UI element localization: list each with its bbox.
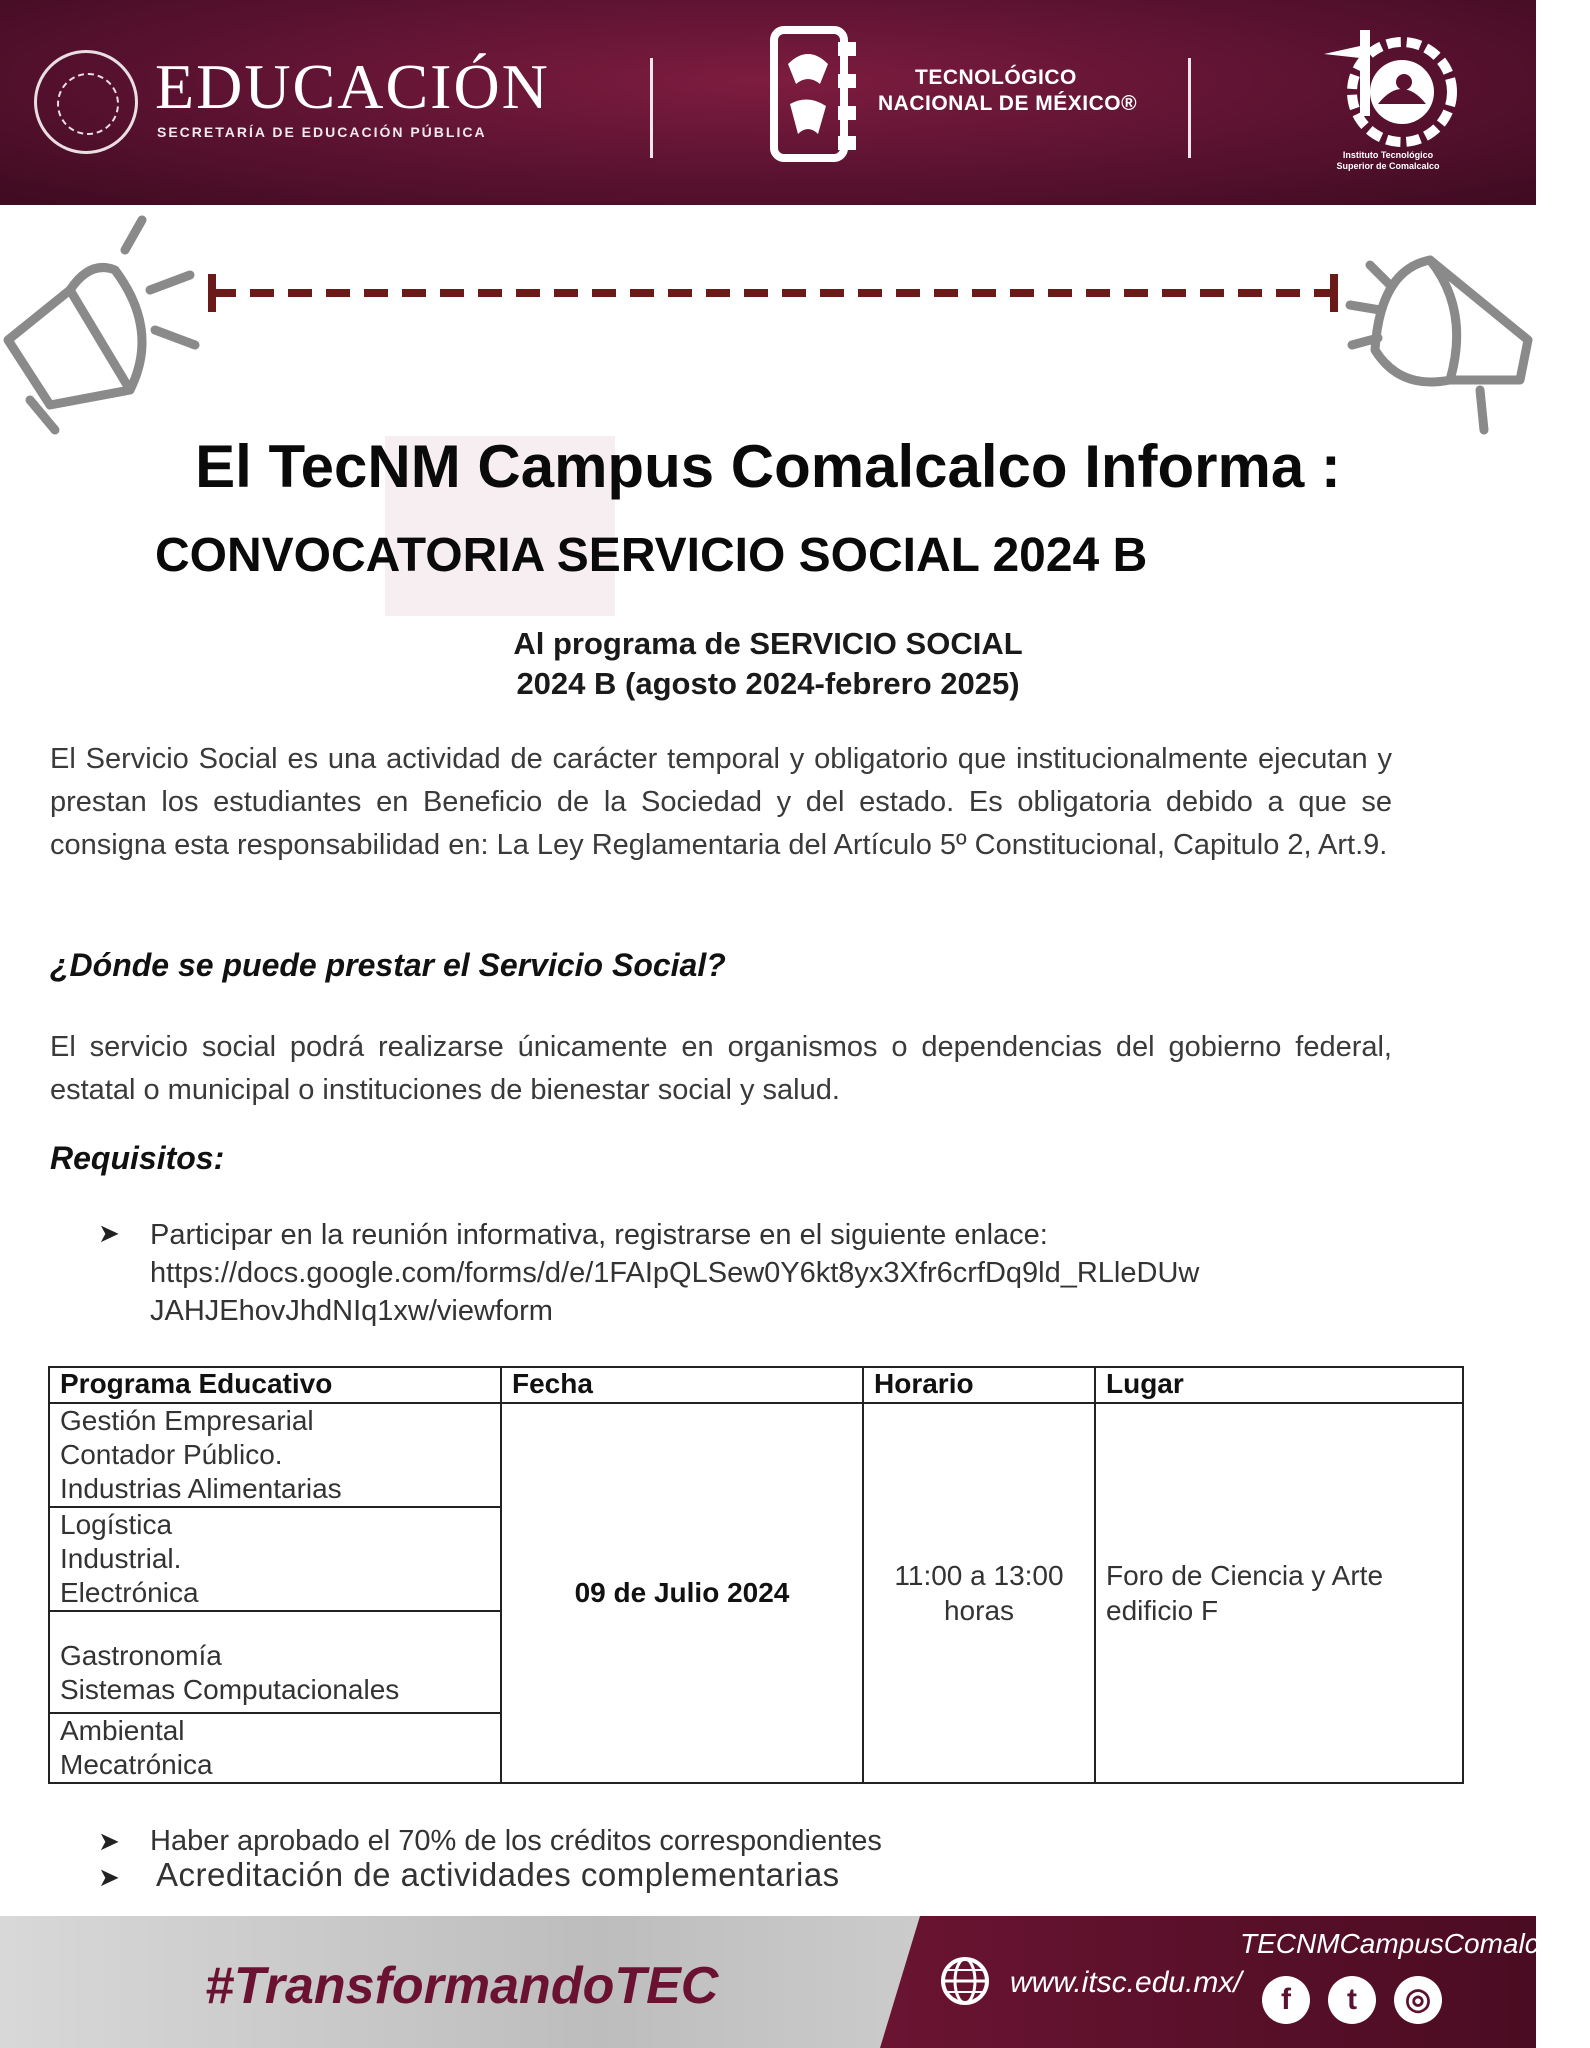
program-name: Gastronomía xyxy=(60,1640,222,1671)
website-link[interactable]: www.itsc.edu.mx/ xyxy=(1010,1966,1242,1999)
column-header-horario: Horario xyxy=(863,1367,1095,1403)
arrow-bullet-icon: ➤ xyxy=(98,1826,120,1856)
program-name: Logística xyxy=(60,1509,173,1540)
dashed-divider xyxy=(212,274,1334,312)
requirement-item-1-text: Participar en la reunión informativa, registrarse en el siguiente enlace: xyxy=(150,1219,1048,1251)
facebook-icon[interactable]: f xyxy=(1262,1976,1310,2024)
itsc-logo xyxy=(1320,24,1460,154)
meeting-place xyxy=(1095,1403,1463,1783)
meeting-date: 09 de Julio 2024 xyxy=(501,1403,863,1783)
megaphone-right-icon xyxy=(1350,260,1528,430)
intro-paragraph: El Servicio Social es una actividad de carácter temporal y obligatorio que institucionalmente ejecutan y prestan los estudiantes en Beneficio de la Sociedad y del estado. Es obligatoria debido a que se consigna esta responsabilidad en: La Ley Reglamentaria del Artículo 5º Constitucional, Capitulo 2, Art.9. xyxy=(50,743,1392,861)
sep-subtitle: SECRETARÍA DE EDUCACIÓN PÚBLICA xyxy=(157,124,487,140)
program-heading xyxy=(0,624,1536,704)
requirement-item-2: Haber aprobado el 70% de los créditos correspondientes xyxy=(150,1825,882,1857)
social-handle: TECNMCampusComalcalco xyxy=(1240,1928,1590,1959)
tecnm-name-line2: NACIONAL DE MÉXICO® xyxy=(878,92,1138,115)
program-heading-line2: 2024 B (agosto 2024-febrero 2025) xyxy=(516,666,1020,701)
program-group-1 xyxy=(49,1403,501,1507)
meeting-schedule-table xyxy=(48,1366,1464,1784)
twitter-icon[interactable]: t xyxy=(1328,1976,1376,2024)
program-name: Gestión Empresarial xyxy=(60,1405,314,1436)
page-title: El TecNM Campus Comalcalco Informa : xyxy=(195,433,1341,500)
column-header-programa: Programa Educativo xyxy=(49,1367,501,1403)
program-name: Contador Público. xyxy=(60,1439,283,1470)
itsc-caption-line1: Instituto Tecnológico xyxy=(1342,150,1434,160)
requirement-item-1 xyxy=(150,1216,1400,1330)
program-group-4 xyxy=(49,1713,501,1783)
program-name: Industrial. xyxy=(60,1543,182,1574)
program-name: Sistemas Computacionales xyxy=(60,1674,400,1705)
program-name: Industrias Alimentarias xyxy=(60,1473,342,1504)
itsc-caption xyxy=(1318,150,1458,172)
meeting-place-line1: Foro de Ciencia y Arte xyxy=(1106,1560,1384,1591)
announcement-banner xyxy=(0,230,1536,440)
hashtag: #TransformandoTEC xyxy=(205,1957,719,2015)
megaphone-left-icon xyxy=(8,220,195,430)
meeting-time-unit: horas xyxy=(943,1595,1015,1626)
header-divider xyxy=(1188,58,1191,158)
column-header-fecha: Fecha xyxy=(501,1367,863,1403)
meeting-time xyxy=(863,1403,1095,1783)
footer-banner xyxy=(0,1916,1590,2048)
program-name: Ambiental xyxy=(60,1715,185,1746)
header-divider xyxy=(650,58,653,158)
page-subtitle: CONVOCATORIA SERVICIO SOCIAL 2024 B xyxy=(155,529,1148,582)
tecnm-name-line1: TECNOLÓGICO xyxy=(915,66,1077,89)
where-heading: ¿Dónde se puede prestar el Servicio Social? xyxy=(50,947,726,983)
mexico-seal-logo xyxy=(34,50,138,154)
column-header-lugar: Lugar xyxy=(1095,1367,1463,1403)
header-banner xyxy=(0,0,1536,205)
registration-link[interactable]: https://docs.google.com/forms/d/e/1FAIpQLSew0Y6kt8yx3Xfr6crfDq9ld_RLleDUw xyxy=(150,1257,1200,1289)
where-paragraph: El servicio social podrá realizarse únicamente en organismos o dependencias del gobierno federal, estatal o municipal o instituciones de bienestar social y salud. xyxy=(50,1031,1392,1106)
program-group-3 xyxy=(49,1611,501,1713)
instagram-icon[interactable]: ◎ xyxy=(1394,1976,1442,2024)
requirement-item-3: Acreditación de actividades complementarias xyxy=(156,1856,840,1893)
arrow-bullet-icon: ➤ xyxy=(98,1218,120,1248)
arrow-bullet-icon: ➤ xyxy=(98,1862,120,1892)
meeting-time-range: 11:00 a 13:00 xyxy=(894,1560,1064,1591)
registration-link-cont[interactable]: JAHJEhovJhdNIq1xw/viewform xyxy=(150,1295,553,1327)
itsc-caption-line2: Superior de Comalcalco xyxy=(1336,161,1440,171)
globe-icon xyxy=(938,1954,992,2008)
sep-title: EDUCACIÓN xyxy=(155,51,550,122)
tecnm-gear-logo xyxy=(768,24,864,164)
program-name: Electrónica xyxy=(60,1577,199,1608)
meeting-place-line2: edificio F xyxy=(1106,1595,1219,1626)
requirements-heading: Requisitos: xyxy=(50,1140,225,1176)
program-group-2 xyxy=(49,1507,501,1611)
program-heading-line1: Al programa de SERVICIO SOCIAL xyxy=(513,626,1023,661)
program-name: Mecatrónica xyxy=(60,1749,213,1780)
